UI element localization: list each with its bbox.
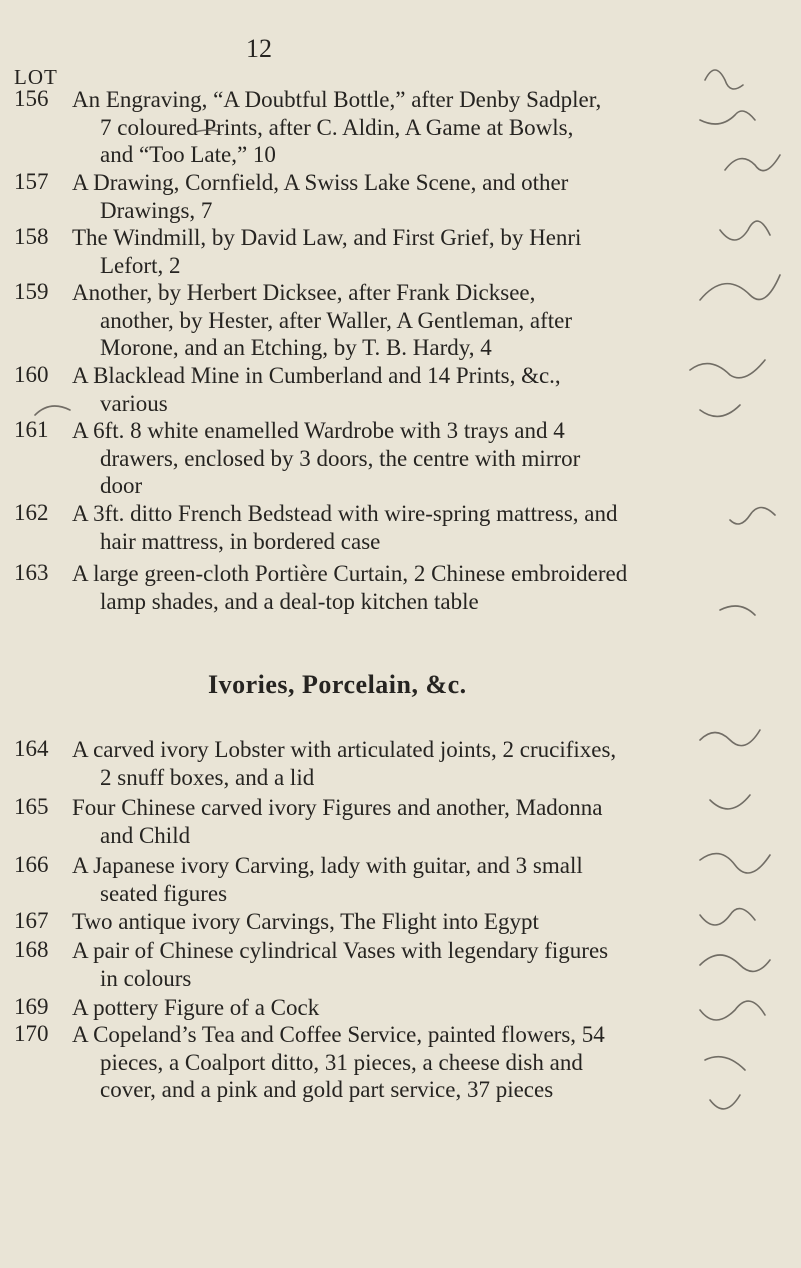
lot-description xyxy=(72,1021,692,1104)
lot-line: Four Chinese carved ivory Figures and another, Madonna xyxy=(72,795,603,820)
lot-description xyxy=(72,417,692,500)
lot-line: A 3ft. ditto French Bedstead with wire-spring mattress, and xyxy=(72,501,618,526)
lot-line: Morone, and an Etching, by T. B. Hardy, 4 xyxy=(100,335,492,360)
lot-line: and “Too Late,” 10 xyxy=(100,142,276,167)
lot-number: 165 xyxy=(14,794,49,819)
lot-line: another, by Hester, after Waller, A Gentleman, after xyxy=(100,307,573,333)
pencil-mark xyxy=(700,405,740,416)
lot-number: 157 xyxy=(14,169,49,194)
lot-line: hair mattress, in bordered case xyxy=(100,528,381,554)
pencil-mark xyxy=(730,508,775,525)
lot-line: A Japanese ivory Carving, lady with guitar, and 3 small xyxy=(72,853,583,878)
pencil-mark xyxy=(700,909,755,925)
lot-number: 159 xyxy=(14,279,49,304)
lot-description xyxy=(72,736,692,791)
lot-number: 166 xyxy=(14,852,49,877)
lot-number: 164 xyxy=(14,736,49,761)
lot-description xyxy=(72,224,692,279)
lot-line: A Copeland’s Tea and Coffee Service, painted flowers, 54 xyxy=(72,1022,605,1047)
lot-line: and Child xyxy=(100,822,191,848)
lot-line: pieces, a Coalport ditto, 31 pieces, a cheese dish and xyxy=(100,1049,583,1075)
lot-description xyxy=(72,794,692,849)
lot-line: A carved ivory Lobster with articulated joints, 2 crucifixes, xyxy=(72,737,617,762)
lot-line: 2 snuff boxes, and a lid xyxy=(100,764,315,790)
lot-description xyxy=(72,994,692,1022)
lot-line: in colours xyxy=(100,965,192,991)
lot-number: 162 xyxy=(14,500,49,525)
section-heading: Ivories, Porcelain, &c. xyxy=(208,670,467,699)
lot-number: 168 xyxy=(14,937,49,962)
pencil-mark xyxy=(700,1001,765,1020)
lot-line: A 6ft. 8 white enamelled Wardrobe with 3 trays and 4 xyxy=(72,418,565,443)
lot-description xyxy=(72,86,692,169)
lot-column-header: LOT xyxy=(14,65,58,89)
pencil-mark xyxy=(35,406,70,415)
lot-number: 170 xyxy=(14,1021,49,1046)
page-number: 12 xyxy=(246,34,272,63)
lot-line: 7 coloured Prints, after C. Aldin, A Game at Bowls, xyxy=(100,114,574,140)
pencil-mark xyxy=(720,221,770,240)
lot-line: The Windmill, by David Law, and First Grief, by Henri xyxy=(72,225,582,250)
pencil-mark xyxy=(705,70,743,89)
pencil-mark xyxy=(700,275,780,300)
lot-line: Drawings, 7 xyxy=(100,197,213,223)
pencil-mark xyxy=(705,1057,745,1070)
lot-line: An Engraving, “A Doubtful Bottle,” after Denby Sadpler, xyxy=(72,87,602,112)
pencil-mark xyxy=(700,730,760,746)
lot-description xyxy=(72,169,692,224)
lot-line: A pair of Chinese cylindrical Vases with legendary figures xyxy=(72,938,609,963)
lot-number: 158 xyxy=(14,224,49,249)
lot-number: 160 xyxy=(14,362,49,387)
lot-line: A pottery Figure of a Cock xyxy=(72,995,320,1020)
pencil-mark xyxy=(710,1095,740,1109)
pencil-mark xyxy=(700,955,770,971)
lot-line: seated figures xyxy=(100,880,228,906)
lot-description xyxy=(72,279,692,362)
lot-number: 161 xyxy=(14,417,49,442)
lot-line: A Drawing, Cornfield, A Swiss Lake Scene, and other xyxy=(72,170,569,195)
lot-line: drawers, enclosed by 3 doors, the centre with mirror xyxy=(100,445,581,471)
pencil-mark xyxy=(725,155,780,171)
lot-line: door xyxy=(100,473,143,498)
pencil-mark xyxy=(710,795,750,809)
lot-number: 169 xyxy=(14,994,49,1019)
lot-line: Lefort, 2 xyxy=(100,252,181,278)
lot-line: cover, and a pink and gold part service, 37 pieces xyxy=(100,1077,554,1102)
lot-description xyxy=(72,852,692,907)
lot-description xyxy=(72,500,692,555)
lot-number: 156 xyxy=(14,86,49,111)
lot-number: 163 xyxy=(14,560,49,585)
lot-description xyxy=(72,560,692,615)
pencil-mark xyxy=(690,360,765,378)
lot-line: Two antique ivory Carvings, The Flight into Egypt xyxy=(72,909,539,934)
lot-number: 167 xyxy=(14,908,49,933)
pencil-mark xyxy=(700,854,770,873)
lot-description xyxy=(72,937,692,992)
lot-description xyxy=(72,362,692,417)
lot-line: various xyxy=(100,390,168,416)
pencil-mark xyxy=(700,111,755,124)
lot-line: A large green-cloth Portière Curtain, 2 Chinese embroidered xyxy=(72,561,628,586)
lot-description xyxy=(72,908,692,936)
lot-line: lamp shades, and a deal-top kitchen table xyxy=(100,588,479,614)
lot-line: A Blacklead Mine in Cumberland and 14 Prints, &c., xyxy=(72,363,561,388)
pencil-mark xyxy=(720,606,755,615)
lot-line: Another, by Herbert Dicksee, after Frank Dicksee, xyxy=(72,280,536,305)
